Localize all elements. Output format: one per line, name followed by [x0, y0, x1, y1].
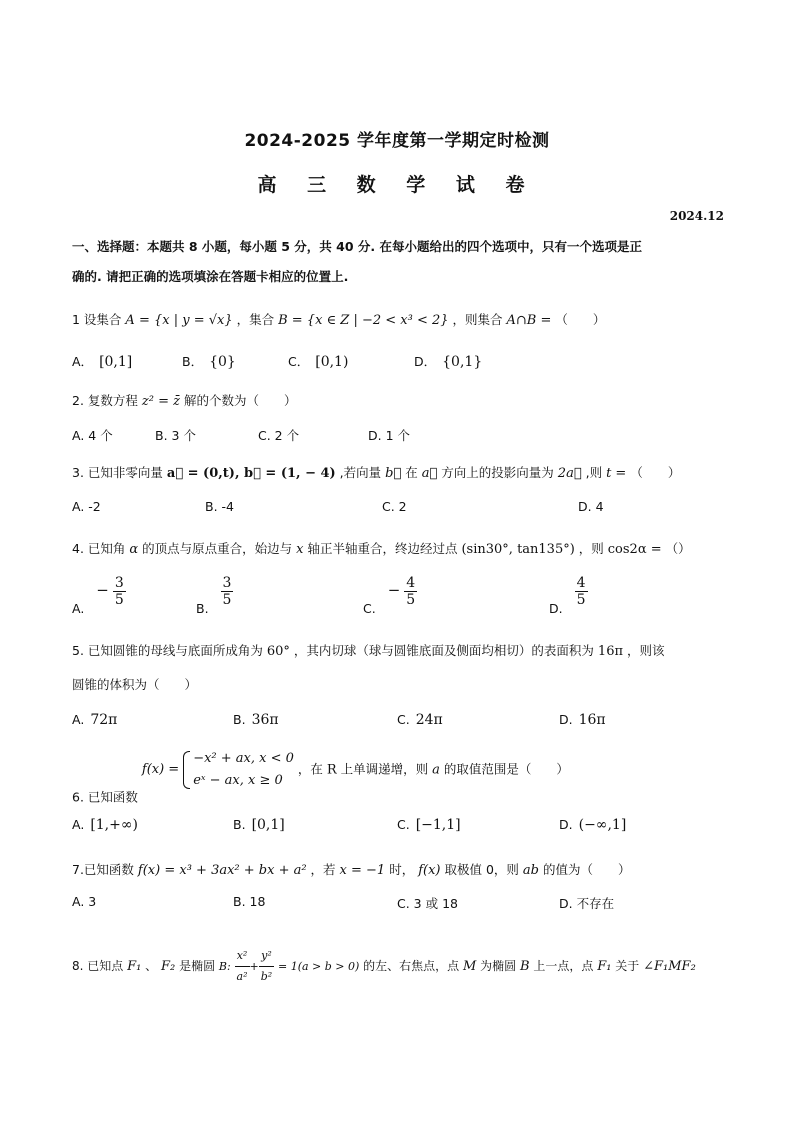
q1-stem: ，则集合 — [452, 312, 503, 327]
q3-option-c: C. 2 — [382, 499, 407, 514]
q8-f1: F₁ — [127, 959, 142, 974]
exam-date: 2024.12 — [669, 209, 724, 223]
q6-reals: R — [326, 762, 337, 778]
question-7: 7.已知函数 f(x) = x³ + 3ax² + bx + a² ，若 x = −1 时， f(x) 取极值 0，则 ab 的值为（ ） — [72, 862, 631, 878]
question-1 — [72, 310, 605, 331]
q7-x: x = −1 — [339, 863, 386, 878]
q5-option-d: D. 16π — [559, 712, 606, 728]
q5-area: 16π — [597, 644, 624, 659]
section-instructions — [72, 232, 732, 292]
q8-ellipse-name: B: — [218, 960, 231, 973]
q3-option-a: A. -2 — [72, 499, 101, 514]
q3-vector-a: a⃗ — [421, 466, 438, 481]
q2-equation: z² = z̄ — [141, 394, 180, 409]
q8-m: M — [463, 959, 477, 974]
q7-option-d: D. 不存在 — [559, 896, 615, 911]
q6-option-b: B. [0,1] — [233, 817, 285, 833]
q8-ellipse-y: $\frac{\text{y²}}{\text{b²}}$ — [259, 946, 274, 987]
q4-option-d: D. $\frac{4}{5}$ — [549, 575, 586, 616]
q2-option-b: B. 3 个 — [155, 428, 196, 443]
q4-x: x — [296, 542, 304, 557]
q8-f2: F₂ — [161, 959, 176, 974]
question-2 — [72, 391, 296, 412]
q2-stem: 解的个数为（ ） — [183, 393, 297, 408]
section-line-1: 一、选择题：本题共 8 小题，每小题 5 分，共 40 分. 在每小题给出的四个选项中，只有一个选项是正 — [72, 239, 643, 254]
q2-option-d: D. 1 个 — [368, 428, 410, 443]
q8-ellipse-x: $\frac{\text{x²}}{\text{a²}}$ — [235, 946, 250, 987]
q1-option-a: A． [0,1] — [72, 354, 133, 370]
q8-f1b: F₁ — [597, 959, 612, 974]
q3-option-b: B. -4 — [205, 499, 234, 514]
q1-stem: 1 设集合 — [72, 312, 122, 327]
q3-t: t = — [606, 466, 627, 481]
q1-set-b: B = {x ∈ Z | −2 < x³ < 2} — [278, 313, 449, 328]
q3-projection: 2a⃗ — [557, 466, 582, 481]
q4-alpha: α — [129, 542, 139, 557]
q8-ellipse-eq: = 1(a > b > 0) — [278, 960, 360, 973]
q5-angle: 60° — [266, 644, 290, 659]
q8-b: B — [519, 959, 530, 974]
q6-option-c: C. [−1,1] — [397, 817, 461, 833]
q7-function: f(x) = x³ + 3ax² + bx + a² — [137, 863, 307, 878]
q5-option-c: C. 24π — [397, 712, 443, 728]
section-line-2: 确的. 请把正确的选项填涂在答题卡相应的位置上. — [72, 269, 349, 284]
q7-option-b: B. 18 — [233, 894, 266, 909]
q1-blank: （ ） — [555, 312, 606, 327]
q1-set-a: A = {x | y = √x} — [125, 313, 233, 328]
q6-a: a — [432, 762, 440, 778]
q3-vector-b: b⃗ — [385, 466, 402, 481]
q6-option-a: A. [1,+∞) — [72, 817, 138, 833]
q1-option-b: B． {0} — [182, 354, 236, 370]
question-5-line-2: 圆锥的体积为（ ） — [72, 677, 198, 692]
exam-title: 2024-2025 学年度第一学期定时检测 — [244, 131, 550, 151]
q7-option-c: C. 3 或 18 — [397, 896, 458, 911]
q1-intersection: A∩B = — [506, 313, 552, 328]
q5-option-b: B. 36π — [233, 712, 279, 728]
q4-option-b: B. $\frac{3}{5}$ — [196, 575, 232, 616]
q3-option-d: D. 4 — [578, 499, 604, 514]
q2-stem: 2. 复数方程 — [72, 393, 138, 408]
q4-point: (sin30°, tan135°) — [461, 542, 575, 557]
q6-option-d: D. (−∞,1] — [559, 817, 627, 833]
q8-angle: ∠F₁MF₂ — [643, 959, 696, 974]
q1-stem: ，集合 — [236, 312, 275, 327]
q7-ab: ab — [522, 863, 539, 878]
q1-option-c: C． [0,1) — [288, 354, 349, 370]
question-5: 5. 已知圆锥的母线与底面所成角为 60° ，其内切球（球与圆锥底面及侧面均相切）的表面积为 16π ，则该 — [72, 643, 665, 659]
q7-fx: f(x) — [418, 863, 441, 878]
q6-function: f(x) = — [141, 762, 180, 777]
question-4: 4. 已知角 α 的顶点与原点重合，始边与 x 轴正半轴重合，终边经过点 (sin30°, tan135°) ，则 cos2α = （） — [72, 541, 691, 557]
q1-option-d: D． {0,1} — [414, 354, 483, 370]
q7-option-a: A. 3 — [72, 894, 97, 909]
question-3: 3. 已知非零向量 a⃗ = (0,t), b⃗ = (1, − 4) ,若向量 b⃗ 在 a⃗ 方向上的投影向量为 2a⃗ ,则 t = （ ） — [72, 465, 681, 481]
q2-option-a: A. 4 个 — [72, 428, 113, 443]
q4-option-c: C. − $\frac{4}{5}$ — [363, 575, 416, 616]
q3-vectors: a⃗ = (0,t), b⃗ = (1, − 4) — [166, 466, 336, 481]
exam-subtitle: 高 三 数 学 试 卷 — [257, 174, 537, 196]
q2-option-c: C. 2 个 — [258, 428, 300, 443]
question-6: 6. 已知函数 f(x) = −x² + ax, x < 0 eˣ − ax, x ≥ 0 ，在 R 上单调递增，则 a 的取值范围是（ ） — [72, 748, 569, 810]
q5-option-a: A. 72π — [72, 712, 118, 728]
q6-piecewise: −x² + ax, x < 0 eˣ − ax, x ≥ 0 — [183, 748, 294, 792]
question-8: 8. 已知点 F₁ 、 F₂ 是椭圆 B: $\frac{\text{x²}}{\text{a²}}$ + $\frac{\text{y²}}{\text{b²}}$ = 1(a > b > 0) 的左、右焦点，点 M 为椭圆 B 上一点，点 F₁ 关于 ∠F₁MF₂ — [72, 946, 696, 987]
q4-cos2a: cos2α = — [607, 542, 662, 557]
q4-option-a: A. − $\frac{3}{5}$ — [72, 575, 124, 616]
